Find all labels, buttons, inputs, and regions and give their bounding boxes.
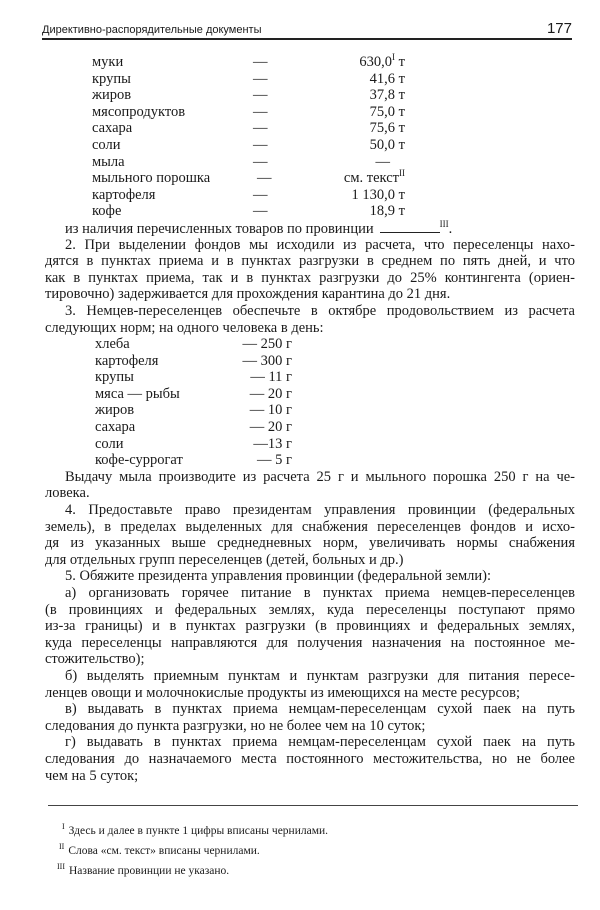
- dash: —: [253, 70, 268, 87]
- item-name: мяса — рыбы: [95, 385, 180, 402]
- text-line: Выдачу мыла производите из расчета 25 г и мыльного порошка 250 г на че-: [65, 468, 575, 485]
- dash: —: [253, 103, 268, 120]
- item-value: 41,6 т: [369, 70, 405, 87]
- item-name: крупы: [92, 70, 131, 87]
- item-value: — 10 г: [249, 402, 292, 419]
- text-line: в) выдавать в пунктах приема немцам-переселенцам сухой паек на путь: [65, 701, 575, 718]
- document-body: [45, 54, 575, 784]
- footnote-text: Название провинции не указано.: [69, 865, 230, 877]
- list-tail: [45, 220, 575, 237]
- item-value: — 20 г: [249, 419, 292, 436]
- text-line: следования до пункта разгрузки, но не более чем на 10 суток;: [45, 717, 426, 734]
- text-line: г) выдавать в пунктах приема немцам-переселенцам сухой паек на путь: [65, 734, 575, 751]
- footnote: [59, 842, 260, 857]
- text-line: куда переселенцы направляются для получения назначения на постоянное ме-: [45, 634, 575, 651]
- item-value: — 5 г: [257, 452, 292, 469]
- list-item: [45, 187, 575, 204]
- list-item: [45, 54, 575, 71]
- list-item: [45, 170, 575, 187]
- item-value: 75,0 т: [369, 103, 405, 120]
- item-name: соли: [95, 435, 124, 452]
- section-title: Директивно-распорядительные документы: [42, 24, 262, 36]
- paragraph-2: [45, 237, 575, 303]
- item-value: 18,9 т: [369, 203, 405, 220]
- footnote-text: Слова «см. текст» вписаны чернилами.: [68, 845, 260, 857]
- list-item: [45, 203, 575, 220]
- item-name: мыла: [92, 153, 125, 170]
- value-number: 630,0: [359, 54, 393, 70]
- dash: —: [253, 136, 268, 153]
- text-line: чем на 5 суток;: [45, 767, 139, 784]
- tail-end: .: [448, 220, 453, 237]
- list-item: [45, 71, 575, 88]
- item-name: кофе-суррогат: [95, 452, 183, 469]
- paragraph-4: [45, 502, 575, 568]
- item-name: жиров: [95, 402, 135, 419]
- dash: —: [253, 186, 268, 203]
- paragraph-5: [45, 568, 575, 585]
- text-line: ловека.: [45, 485, 90, 502]
- text-line: для отдельных групп переселенцев (детей, больных и др.): [45, 551, 404, 568]
- text-line: тировочно) задерживается для прохождения карантина до 21 дня.: [45, 286, 451, 303]
- item-value: 75,6 т: [369, 120, 405, 137]
- list-item: [45, 369, 575, 386]
- text-line: дятся в пунктах приема и в пунктах разгрузки в среднем по пять дней, и что: [45, 253, 575, 270]
- item-value: —13 г: [253, 435, 292, 452]
- goods-list: [45, 54, 575, 237]
- footnote: [57, 862, 230, 877]
- dash: —: [253, 54, 268, 70]
- item-name: кофе: [92, 203, 122, 220]
- item-name: сахара: [95, 419, 136, 436]
- item-name: муки: [92, 54, 124, 70]
- page-number: 177: [546, 20, 572, 37]
- footnote-mark: I: [62, 822, 65, 832]
- item-name: картофеля: [95, 352, 159, 369]
- item-value: 1 130,0 т: [351, 186, 405, 203]
- item-value: 50,0 т: [369, 136, 405, 153]
- item-value: — 250 г: [242, 336, 292, 353]
- paragraph-5v: [45, 701, 575, 734]
- list-item: [45, 104, 575, 121]
- blank-line: [380, 220, 440, 233]
- dash: —: [253, 203, 268, 220]
- tail-text: из наличия перечисленных товаров по провинции: [65, 220, 374, 237]
- footnote-mark: III: [439, 219, 449, 230]
- norms-list: [45, 336, 575, 469]
- footnote-mark: III: [57, 862, 65, 872]
- list-item: [45, 419, 575, 436]
- dash: —: [253, 87, 268, 104]
- text-line: из-за границы) и в пунктах разгрузки (в провинциях и федеральных землях,: [45, 618, 575, 635]
- dash: —: [253, 153, 268, 170]
- paragraph-5b: [45, 668, 575, 701]
- item-name: крупы: [95, 369, 134, 386]
- item-name: мыльного порошка: [92, 170, 211, 187]
- text-line: 4. Предоставьте право президентам управления провинции (федеральных: [65, 502, 575, 519]
- item-name: сахара: [92, 120, 133, 137]
- footnote-mark: I: [392, 52, 396, 63]
- running-header: [42, 18, 572, 40]
- text-line: а) организовать горячее питание в пунктах приема немцев-переселенцев: [65, 585, 575, 601]
- list-item: [45, 137, 575, 154]
- paragraph-3: [45, 303, 575, 336]
- list-item: [45, 436, 575, 453]
- text-line: следующих норм; на одного человека в день:: [45, 319, 324, 336]
- text-line: 5. Обяжите президента управления провинции (федеральной земли):: [65, 568, 491, 585]
- text-line: б) выделять приемным пунктам и пунктам разгрузки для питания пересе-: [65, 667, 575, 684]
- text-line: следования до назначаемого места постоянного местожительства, но не более: [45, 750, 575, 767]
- dash: —: [253, 120, 268, 137]
- text-line: стожительство);: [45, 651, 145, 668]
- text-line: 3. Немцев-переселенцев обеспечьте в октябре продовольствием из расчета: [65, 302, 575, 319]
- text-line: дя из указанных выше среднедневных норм, увеличивать нормы снабжения: [45, 535, 575, 552]
- item-value: [359, 54, 405, 71]
- text-line: ленцев овощи и молочнокислые продукты из имеющихся на месте ресурсов;: [45, 684, 521, 701]
- text-line: (в провинциях и федеральных землях, куда переселенцы поступают прямо: [45, 601, 575, 618]
- list-item: [45, 386, 575, 403]
- footnote-divider: [48, 805, 578, 806]
- value-text: см. текст: [343, 170, 399, 187]
- item-value: [344, 170, 405, 187]
- list-item: [45, 154, 575, 171]
- item-name: соли: [92, 136, 121, 153]
- footnote-mark: II: [59, 842, 65, 852]
- text-line: земель), в пределах выделенных для снабжения переселенцев фондов и исхо-: [45, 518, 575, 535]
- list-item: [45, 87, 575, 104]
- paragraph-5g: [45, 734, 575, 784]
- list-item: [45, 120, 575, 137]
- text-line: 2. При выделении фондов мы исходили из расчета, что переселенцы нахо-: [65, 236, 575, 253]
- footnote-text: Здесь и далее в пункте 1 цифры вписаны чернилами.: [68, 825, 329, 837]
- item-value: — 300 г: [242, 352, 292, 369]
- dash: —: [257, 170, 272, 187]
- item-value: 37,8 т: [369, 87, 405, 104]
- paragraph-5a: [45, 585, 575, 668]
- list-item: [45, 402, 575, 419]
- paragraph-soap: [45, 469, 575, 502]
- text-line: как в пунктах приема, так и в пунктах разгрузки до 25% контингента (ориен-: [45, 269, 575, 286]
- footnote-mark: II: [399, 168, 405, 179]
- item-name: картофеля: [92, 186, 156, 203]
- footnote: [62, 822, 329, 837]
- item-name: жиров: [92, 87, 132, 104]
- list-item: [45, 452, 575, 469]
- item-value: — 20 г: [249, 385, 292, 402]
- value-unit: т: [395, 54, 405, 70]
- item-name: мясопродуктов: [92, 103, 186, 120]
- item-value: —: [375, 153, 390, 170]
- item-name: хлеба: [95, 336, 130, 353]
- item-value: — 11 г: [250, 369, 292, 386]
- list-item: [45, 336, 575, 353]
- list-item: [45, 353, 575, 370]
